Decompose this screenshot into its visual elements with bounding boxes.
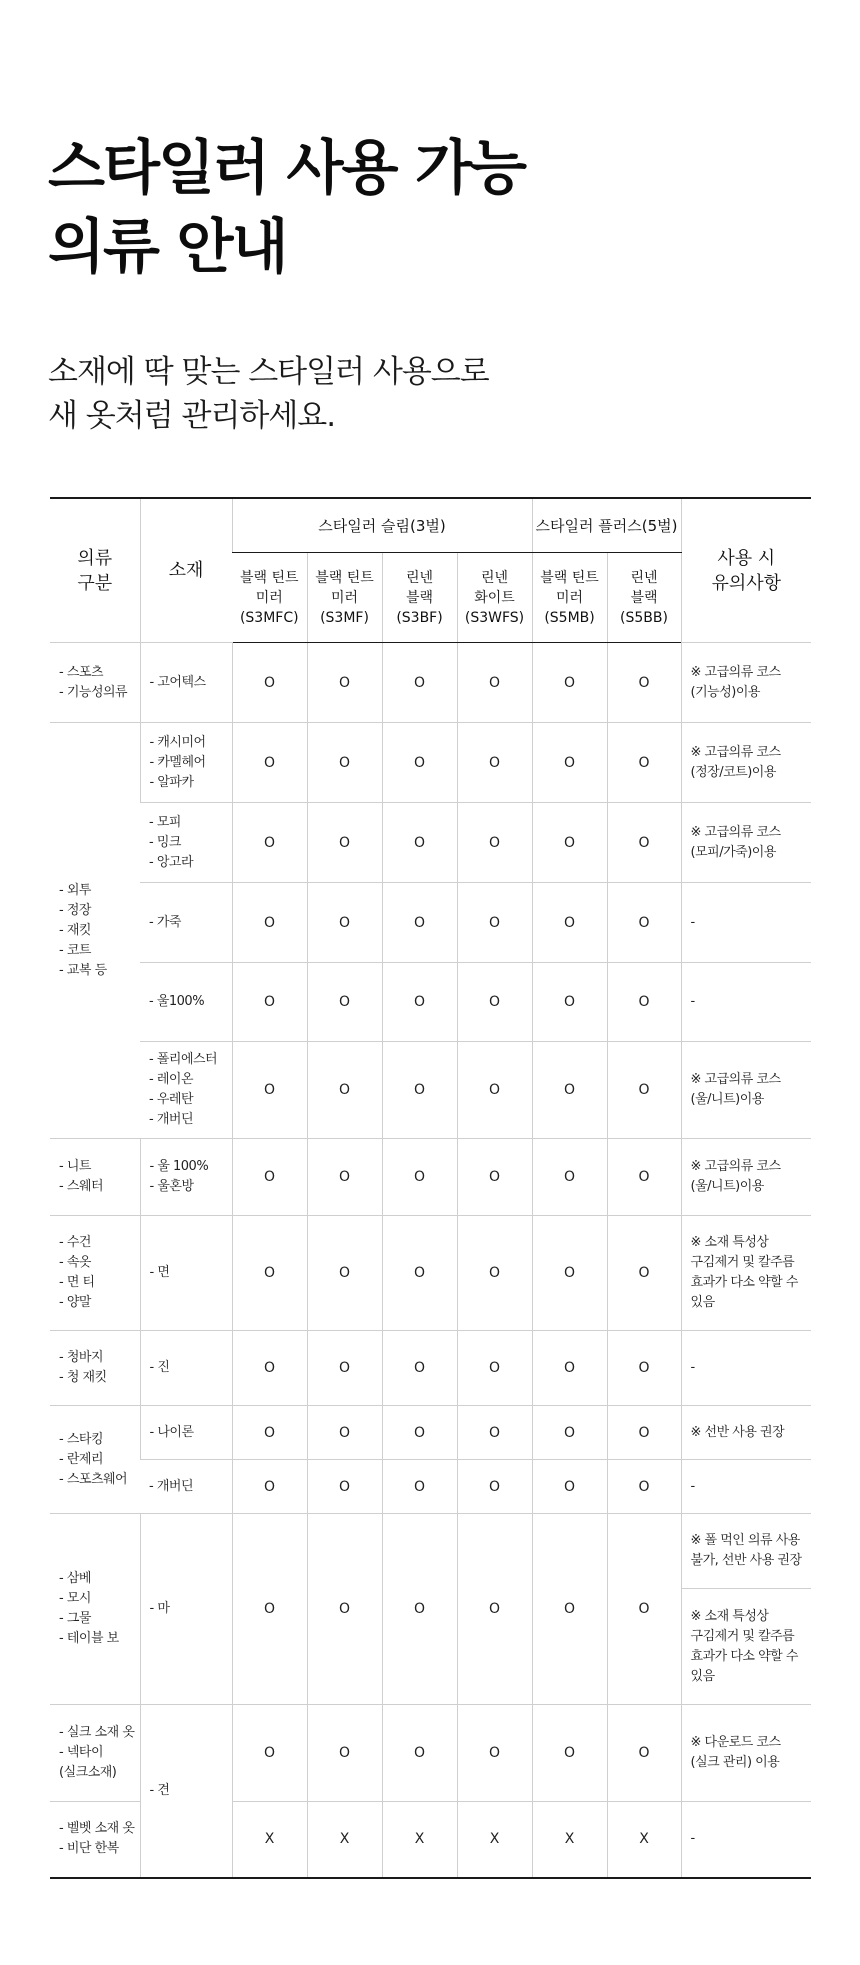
mark-cell: O	[532, 1460, 607, 1514]
mark-cell: O	[532, 1331, 607, 1406]
mark-cell: O	[232, 1331, 307, 1406]
material-cell: - 마	[140, 1514, 232, 1705]
note-cell: -	[681, 963, 811, 1042]
mark-cell: O	[307, 963, 382, 1042]
mark-cell: O	[382, 1514, 457, 1705]
mark-cell: O	[457, 1460, 532, 1514]
mark-cell: O	[607, 1514, 681, 1705]
mark-cell: O	[232, 1705, 307, 1802]
mark-cell: O	[457, 1139, 532, 1216]
mark-cell: O	[457, 1705, 532, 1802]
material-cell: - 진	[140, 1331, 232, 1406]
mark-cell: O	[532, 883, 607, 963]
mark-cell: O	[457, 1216, 532, 1331]
mark-cell: O	[307, 723, 382, 803]
mark-cell: X	[607, 1802, 681, 1878]
mark-cell: O	[232, 963, 307, 1042]
mark-cell: O	[532, 1705, 607, 1802]
note-cell: -	[681, 1460, 811, 1514]
mark-cell: O	[532, 723, 607, 803]
mark-cell: O	[232, 643, 307, 723]
mark-cell: O	[232, 723, 307, 803]
mark-cell: O	[607, 1406, 681, 1460]
header-group-plus: 스타일러 플러스(5벌)	[532, 498, 681, 553]
note-cell: ※ 고급의류 코스 (울/니트)이용	[681, 1042, 811, 1139]
material-cell: - 모피 - 밍크 - 앙고라	[140, 803, 232, 883]
mark-cell: O	[607, 963, 681, 1042]
note-cell: ※ 소재 특성상 구김제거 및 칼주름 효과가 다소 약할 수 있음	[681, 1216, 811, 1331]
header-model: 린넨 블랙 (S3BF)	[382, 553, 457, 643]
material-cell: - 가죽	[140, 883, 232, 963]
note-cell: ※ 다운로드 코스 (실크 관리) 이용	[681, 1705, 811, 1802]
mark-cell: O	[232, 1216, 307, 1331]
mark-cell: O	[382, 803, 457, 883]
material-cell: - 개버딘	[140, 1460, 232, 1514]
mark-cell: O	[382, 1042, 457, 1139]
mark-cell: O	[457, 883, 532, 963]
mark-cell: O	[457, 803, 532, 883]
mark-cell: O	[232, 803, 307, 883]
mark-cell: O	[382, 1460, 457, 1514]
mark-cell: O	[307, 803, 382, 883]
mark-cell: O	[232, 1514, 307, 1705]
mark-cell: O	[532, 643, 607, 723]
mark-cell: X	[232, 1802, 307, 1878]
note-cell: ※ 고급의류 코스 (모피/가죽)이용	[681, 803, 811, 883]
mark-cell: O	[457, 723, 532, 803]
material-cell: - 캐시미어 - 카멜헤어 - 알파카	[140, 723, 232, 803]
table-row	[50, 1406, 811, 1460]
category-cell: - 외투 - 정장 - 재킷 - 코트 - 교복 등	[50, 723, 140, 1139]
mark-cell: O	[607, 1705, 681, 1802]
material-cell: - 견	[140, 1705, 232, 1878]
table-row	[50, 1705, 811, 1802]
mark-cell: O	[607, 643, 681, 723]
table-row	[50, 803, 811, 883]
mark-cell: O	[307, 1042, 382, 1139]
mark-cell: O	[607, 723, 681, 803]
mark-cell: O	[532, 1514, 607, 1705]
mark-cell: O	[382, 1139, 457, 1216]
note-cell: ※ 고급의류 코스 (정장/코트)이용	[681, 723, 811, 803]
mark-cell: O	[382, 1705, 457, 1802]
mark-cell: O	[532, 1042, 607, 1139]
table-row	[50, 883, 811, 963]
mark-cell: O	[607, 1460, 681, 1514]
mark-cell: X	[382, 1802, 457, 1878]
mark-cell: O	[307, 1514, 382, 1705]
mark-cell: O	[532, 1406, 607, 1460]
mark-cell: O	[607, 1331, 681, 1406]
mark-cell: O	[457, 643, 532, 723]
mark-cell: O	[457, 1514, 532, 1705]
note-text: ※ 소재 특성상 구김제거 및 칼주름 효과가 다소 약할 수 있음	[682, 1588, 812, 1704]
mark-cell: O	[307, 1139, 382, 1216]
table-row	[50, 1331, 811, 1406]
mark-cell: X	[457, 1802, 532, 1878]
category-cell: - 스포츠 - 기능성의류	[50, 643, 140, 723]
mark-cell: O	[382, 1216, 457, 1331]
header-notes: 사용 시 유의사항	[681, 498, 811, 643]
header-model: 린넨 화이트 (S3WFS)	[457, 553, 532, 643]
mark-cell: O	[607, 1216, 681, 1331]
category-cell: - 니트 - 스웨터	[50, 1139, 140, 1216]
category-cell: - 청바지 - 청 재킷	[50, 1331, 140, 1406]
mark-cell: X	[532, 1802, 607, 1878]
mark-cell: O	[607, 883, 681, 963]
mark-cell: O	[382, 883, 457, 963]
mark-cell: O	[307, 1331, 382, 1406]
note-cell: ※ 선반 사용 권장	[681, 1406, 811, 1460]
note-cell: -	[681, 1802, 811, 1878]
mark-cell: O	[232, 1139, 307, 1216]
mark-cell: X	[307, 1802, 382, 1878]
mark-cell: O	[532, 963, 607, 1042]
table-row	[50, 1042, 811, 1139]
mark-cell: O	[382, 963, 457, 1042]
mark-cell: O	[307, 883, 382, 963]
mark-cell: O	[457, 963, 532, 1042]
material-cell: - 울100%	[140, 963, 232, 1042]
table-row	[50, 1460, 811, 1514]
mark-cell: O	[382, 1406, 457, 1460]
mark-cell: O	[307, 1460, 382, 1514]
mark-cell: O	[532, 1139, 607, 1216]
note-cell: ※ 고급의류 코스 (기능성)이용	[681, 643, 811, 723]
category-cell: - 삼베 - 모시 - 그물 - 테이블 보	[50, 1514, 140, 1705]
header-model: 블랙 틴트 미러 (S3MF)	[307, 553, 382, 643]
material-cell: - 폴리에스터 - 레이온 - 우레탄 - 개버딘	[140, 1042, 232, 1139]
table-row	[50, 1139, 811, 1216]
mark-cell: O	[232, 1460, 307, 1514]
table-row	[50, 963, 811, 1042]
page-subtitle: 소재에 딱 맞는 스타일러 사용으로 새 옷처럼 관리하세요.	[48, 354, 489, 434]
table-row	[50, 643, 811, 723]
mark-cell: O	[457, 1406, 532, 1460]
mark-cell: O	[307, 1705, 382, 1802]
header-group-slim: 스타일러 슬림(3벌)	[232, 498, 532, 553]
note-cell: -	[681, 1331, 811, 1406]
category-cell: - 스타킹 - 란제리 - 스포츠웨어	[50, 1406, 140, 1514]
mark-cell: O	[307, 643, 382, 723]
material-cell: - 울 100% - 울혼방	[140, 1139, 232, 1216]
header-category: 의류 구분	[50, 498, 140, 643]
category-cell: - 실크 소재 옷 - 넥타이 (실크소재)	[50, 1705, 140, 1802]
material-cell: - 고어텍스	[140, 643, 232, 723]
mark-cell: O	[457, 1331, 532, 1406]
mark-cell: O	[307, 1216, 382, 1331]
mark-cell: O	[607, 1042, 681, 1139]
header-model: 블랙 틴트 미러 (S5MB)	[532, 553, 607, 643]
mark-cell: O	[382, 723, 457, 803]
mark-cell: O	[607, 1139, 681, 1216]
mark-cell: O	[382, 1331, 457, 1406]
mark-cell: O	[232, 883, 307, 963]
page-title: 스타일러 사용 가능 의류 안내	[48, 133, 526, 281]
mark-cell: O	[307, 1406, 382, 1460]
mark-cell: O	[382, 643, 457, 723]
table-row	[50, 1514, 811, 1705]
header-material: 소재	[140, 498, 232, 643]
material-cell: - 면	[140, 1216, 232, 1331]
table-row	[50, 723, 811, 803]
mark-cell: O	[232, 1406, 307, 1460]
mark-cell: O	[457, 1042, 532, 1139]
header-model: 린넨 블랙 (S5BB)	[607, 553, 681, 643]
mark-cell: O	[532, 1216, 607, 1331]
mark-cell: O	[607, 803, 681, 883]
note-cell: ※ 고급의류 코스 (울/니트)이용	[681, 1139, 811, 1216]
note-cell	[681, 1514, 811, 1705]
note-text: ※ 폴 먹인 의류 사용 불가, 선반 사용 권장	[690, 1533, 802, 1568]
note-cell: -	[681, 883, 811, 963]
mark-cell: O	[532, 803, 607, 883]
table-row	[50, 1216, 811, 1331]
mark-cell: O	[232, 1042, 307, 1139]
category-cell: - 수건 - 속옷 - 면 티 - 양말	[50, 1216, 140, 1331]
category-cell: - 벨벳 소재 옷 - 비단 한복	[50, 1802, 140, 1878]
header-model: 블랙 틴트 미러 (S3MFC)	[232, 553, 307, 643]
material-cell: - 나이론	[140, 1406, 232, 1460]
usage-table	[50, 497, 811, 1879]
